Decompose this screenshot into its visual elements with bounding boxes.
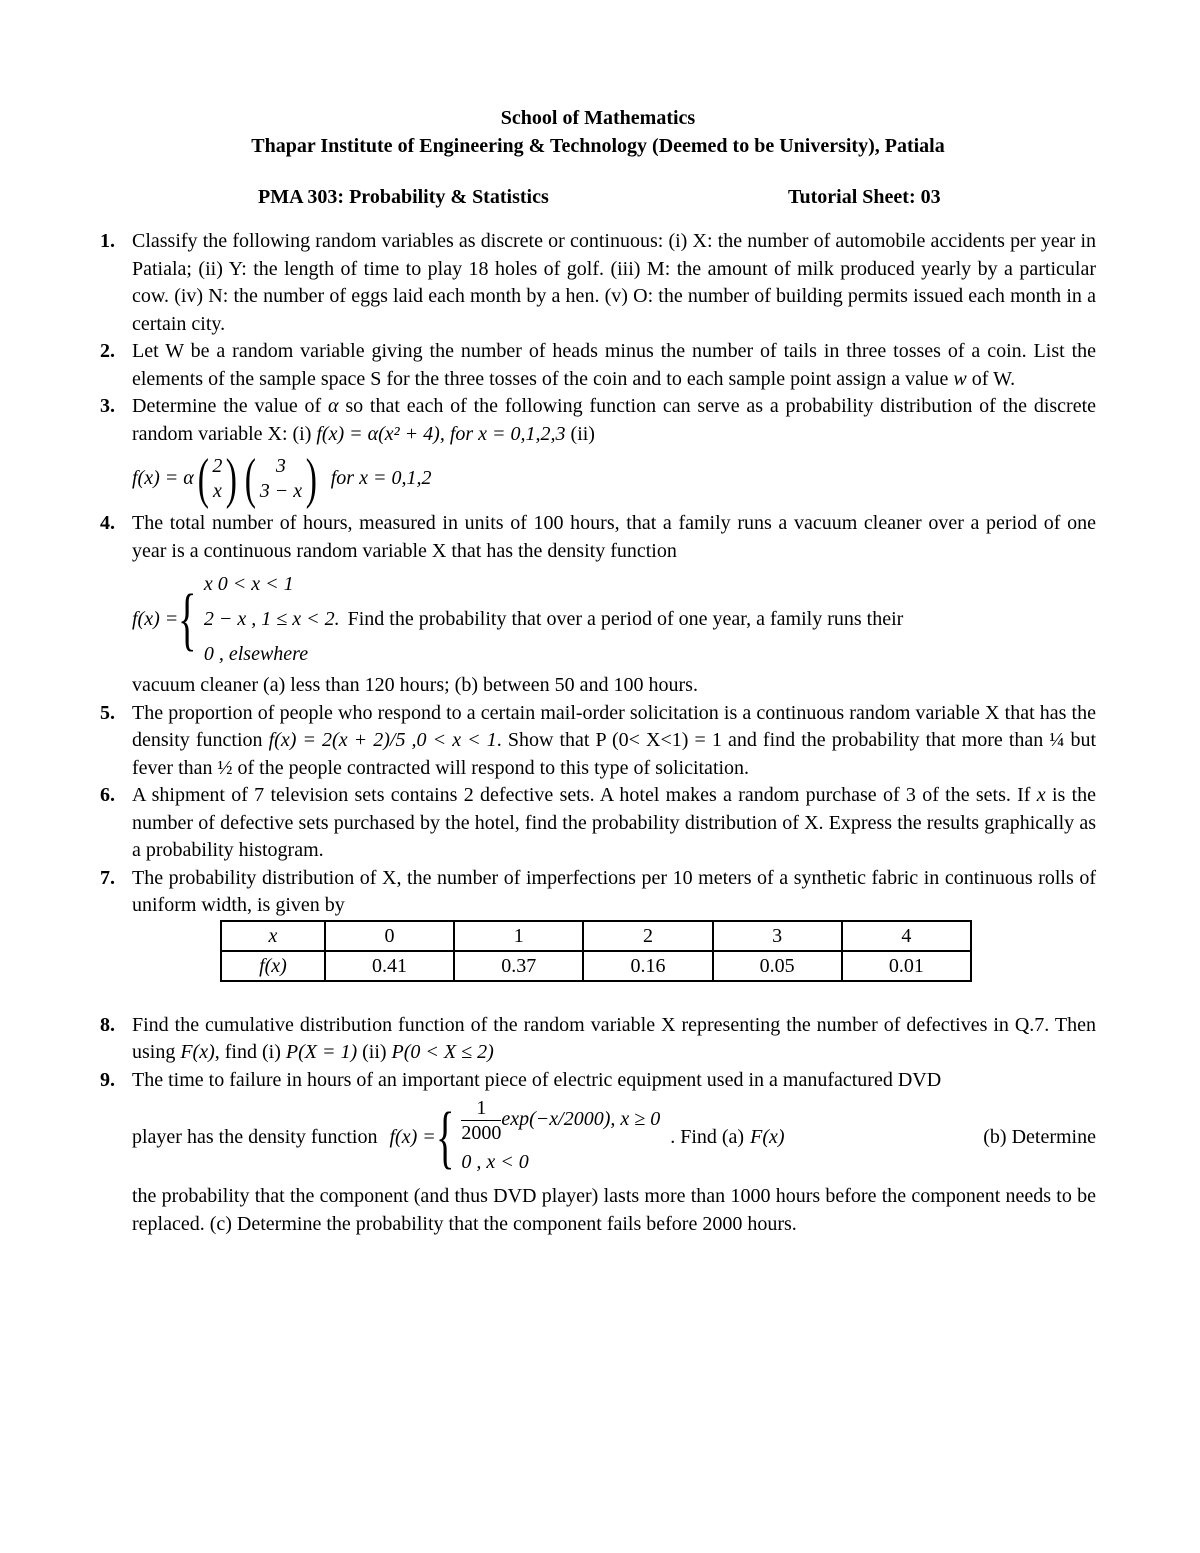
question-2: 2. Let W be a random variable giving the number of heads minus the number of tails in three tosses of a coin. List the elements of the sample space S for the three tosses of the coin and to each sample point assign a value w of W.: [100, 340, 1096, 390]
question-list: [100, 228, 1096, 1238]
piecewise-density: f(x) = { x 0 < x < 1 2 − x , 1 ≤ x < 2. 0 , elsewhere Find the probability that over a period of one year, a family runs their: [132, 567, 1096, 672]
binomial-2: ( 3 3 − x ): [244, 448, 318, 510]
question-7: 7. The probability distribution of X, the number of imperfections per 10 meters of a synthetic fabric in continuous rolls of uniform width, is given by x 0 1 2 3 4 f(x) 0.41 0.37 0.16 0.05 0.01: [100, 865, 1096, 1012]
question-3: 3. Determine the value of α so that each of the following function can serve as a probability distribution of the discrete random variable X: (i) f(x) = α(x² + 4), for x = 0,1,2,3 (ii) f(x) = α ( 2 x ) ( 3 3 − x ) for x = 0,1,2: [100, 395, 1097, 510]
question-5: 5. The proportion of people who respond to a certain mail-order solicitation is a continuous random variable X that has the density function f(x) = 2(x + 2)/5 ,0 < x < 1. Show that P (0< X<1) = 1 and find the probability that more than ¼ but fever than ½ of the people contracted will respond to this type of solicitation.: [100, 701, 1097, 779]
exponential-density: player has the density function f(x) = { $\frac{1}{2000}$ exp(−x/2000), x ≥ 0 0 , x < 0 . Find (a) F(x) (b) Determine: [132, 1096, 1096, 1179]
question-8: 8. Find the cumulative distribution function of the random variable X representing the number of defectives in Q.7. Then using F(x), find (i) P(X = 1) (ii) P(0 < X ≤ 2): [100, 1013, 1096, 1063]
question-text: Classify the following random variables as discrete or continuous: (i) X: the number of automobile accidents per year in Patiala; (ii) Y: the length of time to play 18 holes of golf. (iii) M: the amount of milk produced yearly by a particular cow. (iv) N: the number of eggs laid each month by a hen. (v) O: the number of building permits issued each month in a certain city.: [132, 230, 1096, 335]
formula-i: f(x) = α(x² + 4), for x = 0,1,2,3: [316, 422, 566, 445]
institute-title: Thapar Institute of Engineering & Technology (Deemed to be University), Patiala: [251, 135, 945, 157]
left-brace: {: [435, 1098, 455, 1176]
left-brace: {: [178, 580, 197, 658]
cases: x 0 < x < 1 2 − x , 1 ≤ x < 2. 0 , elsewhere: [203, 573, 340, 665]
course-code: PMA 303: Probability & Statistics: [258, 186, 549, 208]
binomial-1: ( 2 x ): [197, 448, 238, 510]
distribution-table: [220, 920, 972, 982]
table-row: f(x) 0.41 0.37 0.16 0.05 0.01: [221, 951, 971, 981]
cases: $\frac{1}{2000}$ exp(−x/2000), x ≥ 0 0 , x < 0: [461, 1097, 661, 1173]
school-title: School of Mathematics: [500, 107, 696, 129]
formula-ii: f(x) = α ( 2 x ) ( 3 3 − x ) for x = 0,1,2: [132, 448, 432, 510]
question-6: 6. A shipment of 7 television sets contains 2 defective sets. A hotel makes a random purchase of 3 of the sets. If x is the number of defective sets purchased by the hotel, find the probability distribution of X. Express the results graphically as a probability histogram.: [100, 784, 1097, 861]
question-9: 9. The time to failure in hours of an important piece of electric equipment used in a manufactured DVD player has the density function f(x) = { $\frac{1}{2000}$ exp(−x/2000), x ≥ 0 0 , x < 0 . Find (a) F(x) (b) Determine the probability that the component (and thus DVD player) lasts more than 1000 hours before the component needs to be replaced. (c) Determine the probability that the component fails before 2000 hours.: [100, 1068, 1096, 1235]
density-formula: f(x) = 2(x + 2)/5 ,0 < x < 1: [268, 729, 497, 751]
sheet-number: Tutorial Sheet: 03: [788, 186, 941, 208]
table-row: x 0 1 2 3 4: [221, 921, 971, 951]
question-4: 4. The total number of hours, measured in units of 100 hours, that a family runs a vacuum cleaner over a period of one year is a continuous random variable X that has the density function f(x) = { x 0 < x < 1 2 − x , 1 ≤ x < 2. 0 , elsewhere Find the probability that over a period of one year, a family runs their vacuum cleaner (a) less than 120 hours; (b) between 50 and 100 hours.: [100, 512, 1096, 696]
course-line: [100, 186, 1096, 214]
tutorial-page: [100, 104, 1096, 1238]
question-1: 1. Classify the following random variables as discrete or continuous: (i) X: the number of automobile accidents per year in Patiala; (ii) Y: the length of time to play 18 holes of golf. (iii) M: the amount of milk produced yearly by a particular cow. (iv) N: the number of eggs laid each month by a hen. (v) O: the number of building permits issued each month in a certain city.: [100, 230, 1096, 335]
